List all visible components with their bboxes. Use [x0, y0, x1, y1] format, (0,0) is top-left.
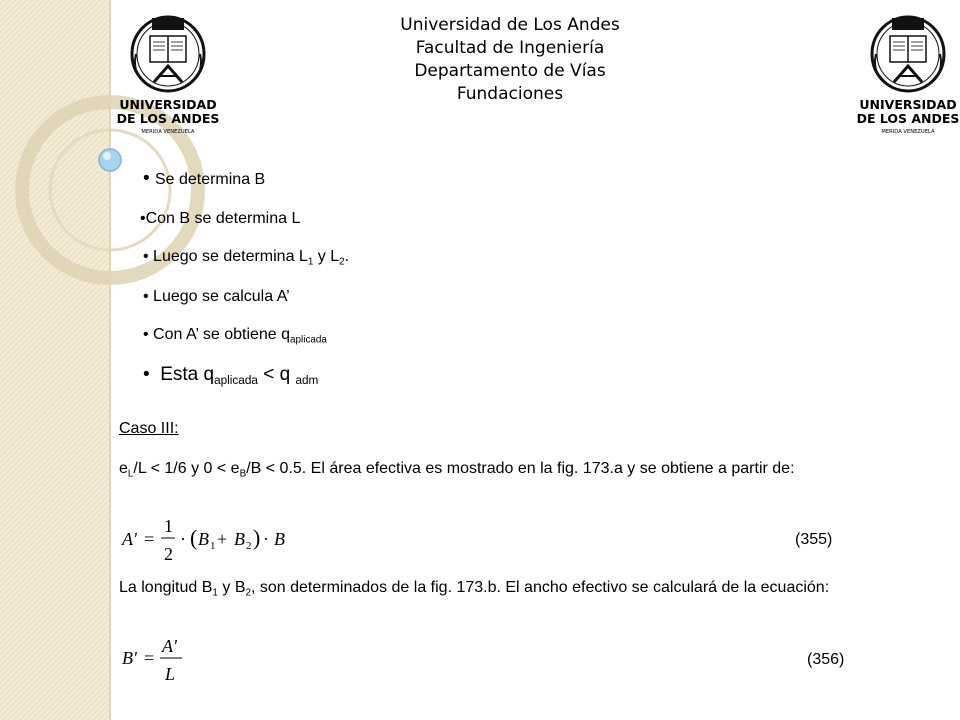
svg-text:(: (	[190, 525, 198, 550]
svg-text:B': B'	[122, 648, 137, 668]
header-university: Universidad de Los Andes	[400, 15, 620, 35]
svg-text:1: 1	[164, 516, 173, 536]
header-department: Departamento de Vías	[414, 61, 606, 81]
svg-text:DE LOS ANDES: DE LOS ANDES	[116, 111, 220, 126]
university-logo-left	[116, 10, 220, 140]
svg-text:2: 2	[164, 544, 173, 564]
equation-number-356: (356)	[807, 651, 845, 668]
svg-text:·: ·	[180, 529, 186, 549]
svg-text:B: B	[274, 529, 285, 549]
svg-text:2: 2	[246, 540, 252, 552]
svg-text:B: B	[234, 529, 245, 549]
svg-text:L: L	[165, 664, 176, 684]
svg-text:·: ·	[263, 529, 269, 549]
document-header	[350, 14, 670, 106]
blue-dot-icon	[99, 149, 121, 171]
svg-text:MERIDA VENEZUELA: MERIDA VENEZUELA	[141, 129, 195, 135]
svg-text:MERIDA VENEZUELA: MERIDA VENEZUELA	[881, 129, 935, 135]
university-logo-right	[856, 10, 960, 140]
svg-text:UNIVERSIDAD: UNIVERSIDAD	[859, 97, 957, 112]
svg-text:): )	[253, 525, 261, 550]
header-faculty: Facultad de Ingeniería	[415, 38, 605, 58]
bullet-item-6: • Esta $q_{aplicada} < q$ $_{adm}$	[143, 364, 319, 388]
svg-text:+: +	[217, 529, 228, 549]
section-heading: Caso III:	[119, 420, 179, 437]
header-course: Fundaciones	[456, 84, 564, 104]
svg-text:B: B	[198, 529, 209, 549]
svg-text:A': A'	[162, 636, 177, 656]
equation-number-355: (355)	[795, 531, 833, 548]
bullet-item-1: • Se determina B	[143, 168, 266, 189]
svg-text:=: =	[144, 529, 155, 549]
paragraph-case-condition: $e_L/L < 1/6$ y $0 < e_B/B < 0.5$. El área efectiva es mostrado en la fig. 173.a y se obtiene a partir de:	[119, 460, 795, 480]
svg-text:DE LOS ANDES: DE LOS ANDES	[856, 111, 960, 126]
equation-356	[120, 634, 210, 690]
svg-text:1: 1	[210, 540, 216, 552]
equation-355	[120, 512, 320, 568]
bullet-item-4: • Luego se calcula A’	[143, 288, 290, 305]
svg-text:=: =	[144, 648, 155, 668]
svg-text:A': A'	[122, 529, 137, 549]
bullet-item-3: • Luego se determina $L_1$ y $L_2$.	[143, 248, 350, 268]
paragraph-widths: La longitud $B_1$ y $B_2$, son determinados de la fig. 173.b. El ancho efectivo se calculará de la ecuación:	[119, 579, 830, 599]
svg-text:UNIVERSIDAD: UNIVERSIDAD	[119, 97, 217, 112]
bullet-item-2: •Con B se determina L	[140, 210, 301, 227]
bullet-item-5: • Con A’ se obtiene $q_{aplicada}$	[143, 326, 327, 346]
